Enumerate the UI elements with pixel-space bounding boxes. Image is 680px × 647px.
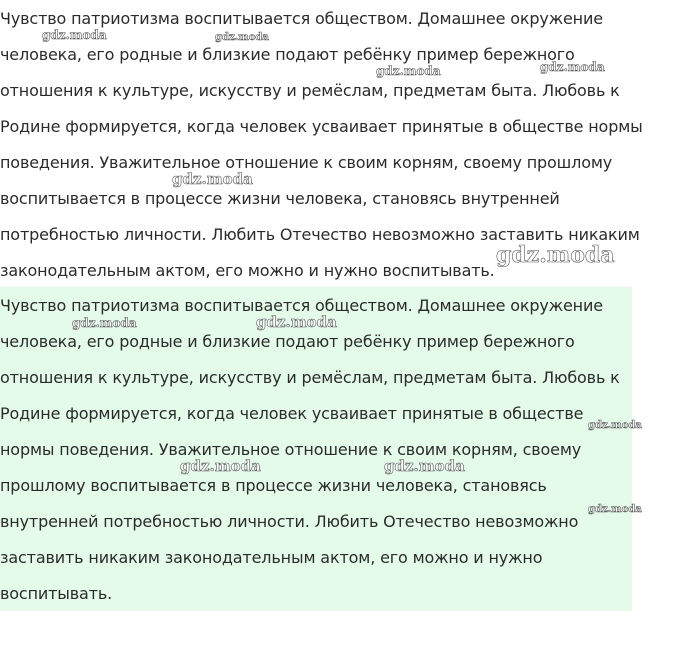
highlighted-text-line-7: внутренней потребностью личности. Любить Отечество невозможно [0, 512, 579, 531]
watermark: gdz.moda [588, 420, 642, 431]
watermark: gdz.moda [72, 316, 137, 330]
highlighted-text-line-9: воспитывать. [0, 584, 113, 603]
watermark: gdz.moda [215, 32, 269, 43]
original-text-line-3: отношения к культуре, искусству и ремёслам, предметам быта. Любовь к [0, 81, 620, 100]
watermark: gdz.moda [256, 313, 337, 331]
original-text-line-2: человека, его родные и близкие подают ребёнку пример бережного [0, 45, 575, 64]
original-text-block [0, 0, 680, 287]
original-text-line-1: Чувство патриотизма воспитывается обществом. Домашнее окружение [0, 9, 603, 28]
highlighted-text-line-2: человека, его родные и близкие подают ребёнку пример бережного [0, 332, 575, 351]
watermark: gdz.moda [496, 242, 615, 268]
watermark: gdz.moda [42, 28, 107, 42]
original-text-line-7: потребностью личности. Любить Отечество невозможно заставить никаким [0, 225, 640, 244]
highlighted-text-line-1: Чувство патриотизма воспитывается обществом. Домашнее окружение [0, 296, 603, 315]
watermark: gdz.moda [384, 457, 465, 475]
highlighted-text-line-3: отношения к культуре, искусству и ремёслам, предметам быта. Любовь к [0, 368, 620, 387]
original-text-line-6: воспитывается в процессе жизни человека, становясь внутренней [0, 189, 560, 208]
watermark: gdz.moda [180, 457, 261, 475]
highlighted-text-line-6: прошлому воспитывается в процессе жизни человека, становясь [0, 476, 547, 495]
highlighted-text-block [0, 287, 632, 611]
original-text-line-4: Родине формируется, когда человек усваивает принятые в обществе нормы [0, 117, 643, 136]
watermark: gdz.moda [172, 170, 253, 188]
original-text-line-5: поведения. Уважительное отношение к своим корням, своему прошлому [0, 153, 613, 172]
watermark: gdz.moda [588, 504, 642, 515]
watermark: gdz.moda [376, 64, 441, 78]
highlighted-text-line-8: заставить никаким законодательным актом, его можно и нужно [0, 548, 543, 567]
highlighted-text-line-5: нормы поведения. Уважительное отношение к своим корням, своему [0, 440, 582, 459]
original-text-line-8: законодательным актом, его можно и нужно воспитывать. [0, 261, 495, 280]
highlighted-text-line-4: Родине формируется, когда человек усваивает принятые в обществе [0, 404, 584, 423]
watermark: gdz.moda [540, 60, 605, 74]
